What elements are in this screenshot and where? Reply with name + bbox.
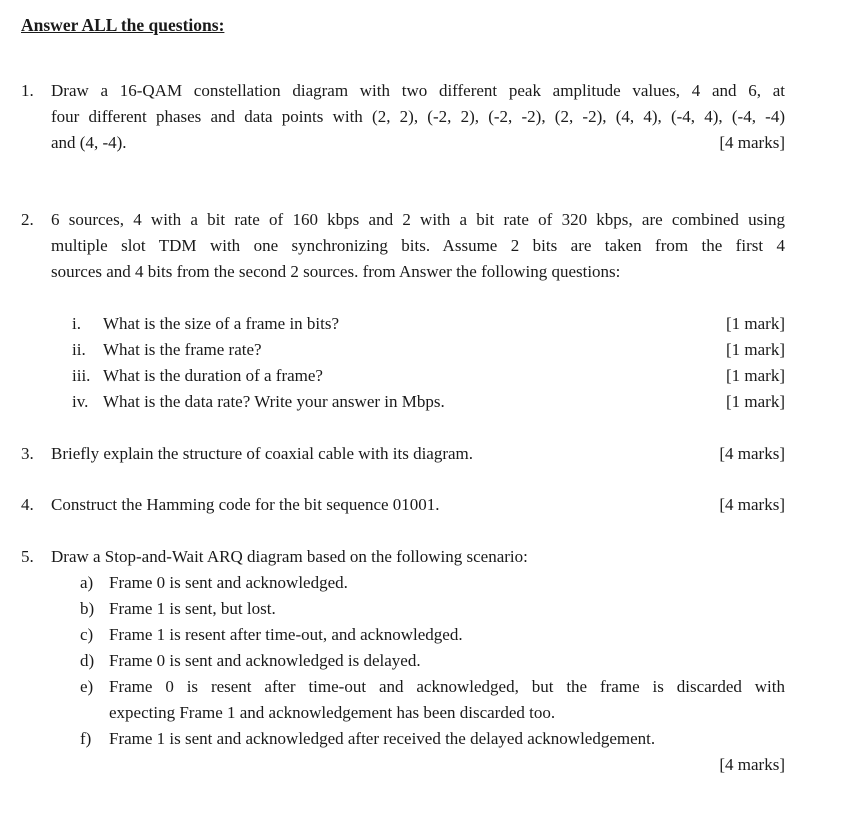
q2-sub-label: iii.	[72, 366, 91, 385]
q2-line-3: sources and 4 bits from the second 2 sources. from Answer the following questions:	[51, 262, 621, 281]
q5-item-label: c)	[80, 625, 94, 644]
q2-sub-text: What is the size of a frame in bits?	[103, 314, 340, 333]
q2-line-1: 6 sources, 4 with a bit rate of 160 kbps and 2 with a bit rate of 320 kbps, are combined using	[51, 210, 785, 229]
q3-number: 3.	[21, 444, 34, 463]
q5-item-label: b)	[80, 599, 95, 618]
q5-item-text: Frame 1 is resent after time-out, and acknowledged.	[109, 625, 463, 644]
q2-sub-marks: [1 mark]	[725, 392, 785, 411]
q5-item-text: Frame 0 is sent and acknowledged.	[109, 573, 348, 592]
q5-number: 5.	[21, 547, 34, 566]
q2-sub-marks: [1 mark]	[725, 366, 785, 385]
q5-item-label: a)	[80, 573, 94, 592]
q5-item-text: Frame 0 is resent after time-out and acknowledged, but the frame is discarded with	[109, 677, 785, 696]
q2-sub-label: ii.	[72, 340, 86, 359]
q5-item-text: Frame 1 is sent and acknowledged after received the delayed acknowledgement.	[109, 729, 656, 748]
q4-text: Construct the Hamming code for the bit sequence 01001.	[51, 495, 440, 514]
q2-sub-marks: [1 mark]	[725, 340, 785, 359]
q2-sub-text: What is the frame rate?	[103, 340, 262, 359]
q5-item-text: Frame 0 is sent and acknowledged is delayed.	[109, 651, 421, 670]
q3-marks: [4 marks]	[719, 444, 785, 463]
q5-item-label: f)	[80, 729, 92, 748]
q5-item-text: Frame 1 is sent, but lost.	[109, 599, 276, 618]
page-heading: Answer ALL the questions:	[21, 15, 225, 35]
q5-item-label: e)	[80, 677, 94, 696]
q2-sub-marks: [1 mark]	[725, 314, 785, 333]
q1-line-3: and (4, -4).	[51, 133, 127, 152]
q4-number: 4.	[21, 495, 34, 514]
q2-sub-text: What is the duration of a frame?	[103, 366, 323, 385]
q2-sub-label: iv.	[72, 392, 89, 411]
q1-marks: [4 marks]	[719, 133, 785, 152]
q5-marks: [4 marks]	[719, 755, 785, 774]
q1-number: 1.	[21, 81, 34, 100]
q1-line-2: four different phases and data points with (2, 2), (-2, 2), (-2, -2), (2, -2), (4, 4), (-4, 4), (-4, -4)	[51, 107, 785, 126]
q4-marks: [4 marks]	[719, 495, 785, 514]
q2-sub-text: What is the data rate? Write your answer in Mbps.	[103, 392, 445, 411]
q5-item-label: d)	[80, 651, 95, 670]
q5-item-continuation: expecting Frame 1 and acknowledgement has been discarded too.	[109, 703, 556, 722]
q5-text: Draw a Stop-and-Wait ARQ diagram based on the following scenario:	[51, 547, 528, 566]
q2-sub-label: i.	[72, 314, 81, 333]
q3-text: Briefly explain the structure of coaxial cable with its diagram.	[51, 444, 474, 463]
q1-line-1: Draw a 16-QAM constellation diagram with two different peak amplitude values, 4 and 6, at	[51, 81, 785, 100]
q2-line-2: multiple slot TDM with one synchronizing bits. Assume 2 bits are taken from the first 4	[51, 236, 785, 255]
q2-number: 2.	[21, 210, 34, 229]
